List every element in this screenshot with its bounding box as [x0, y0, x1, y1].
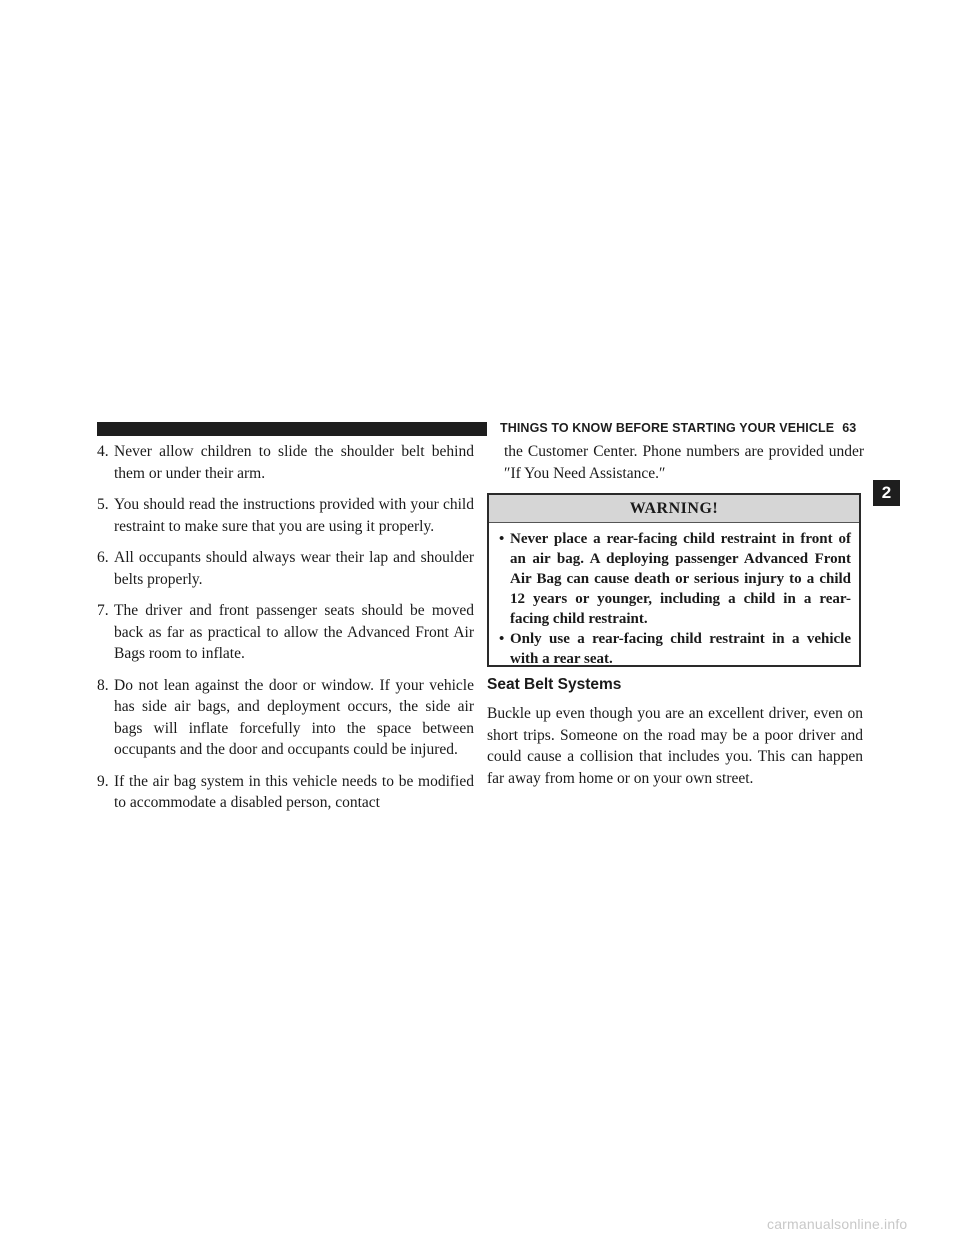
warning-item-text: Only use a rear-facing child restraint in a vehicle with a rear seat. [510, 631, 851, 667]
section-body: Buckle up even though you are an excellent driver, even on short trips. Someone on the road may be a poor driver and could cause a collision that includes you. This can happen far away from home or on your own street. [487, 705, 863, 787]
list-item-text: You should read the instructions provided with your child restraint to make sure that you are using it properly. [114, 496, 474, 535]
warning-item [499, 629, 851, 669]
list-item-number: 5. [97, 496, 109, 513]
list-item [97, 441, 474, 484]
section-heading: Seat Belt Systems [487, 676, 622, 693]
page-number: 63 [842, 421, 857, 435]
list-item [97, 771, 474, 814]
list-item-text: All occupants should always wear their lap and shoulder belts properly. [114, 549, 474, 588]
warning-title: WARNING! [489, 495, 859, 523]
list-item-text: Never allow children to slide the shoulder belt behind them or under their arm. [114, 443, 474, 482]
list-item-number: 9. [97, 772, 109, 790]
list-item [97, 547, 474, 590]
list-item-number: 6. [97, 549, 109, 566]
header-title: THINGS TO KNOW BEFORE STARTING YOUR VEHICLE [500, 421, 835, 435]
list-item-text: The driver and front passenger seats should be moved back as far as practical to allow the Advanced Front Air Bags room to inflate. [114, 602, 474, 662]
chapter-tab: 2 [873, 480, 900, 506]
bullet-icon: • [499, 631, 505, 647]
warning-list [489, 523, 859, 669]
running-header [500, 421, 856, 435]
list-item-number: 7. [97, 602, 109, 619]
list-item [97, 600, 474, 665]
warning-box [487, 493, 861, 667]
list-item [97, 494, 474, 537]
bullet-icon: • [499, 531, 505, 547]
list-item [97, 675, 474, 761]
list-item-text: If the air bag system in this vehicle needs to be modified to accommodate a disabled person, contact [114, 772, 474, 811]
instruction-list [97, 441, 474, 824]
warning-item [499, 529, 851, 629]
list-item-number: 8. [97, 676, 109, 694]
warning-item-text: Never place a rear-facing child restraint in front of an air bag. A deploying passenger Advanced Front Air Bag can cause death or serious injury to a child 12 years or younger, including a child in a rear-facing child restraint. [510, 531, 851, 627]
list-item-text: Do not lean against the door or window. If your vehicle has side air bags, and deployment occurs, the side air bags will inflate forcefully into the space between occupants and the door and occupants could be injured. [114, 676, 474, 758]
list-item-number: 4. [97, 443, 109, 460]
list-item-continuation: the Customer Center. Phone numbers are provided under ″If You Need Assistance.″ [504, 443, 864, 482]
watermark: carmanualsonline.info [767, 1216, 908, 1232]
header-rule [97, 422, 487, 436]
